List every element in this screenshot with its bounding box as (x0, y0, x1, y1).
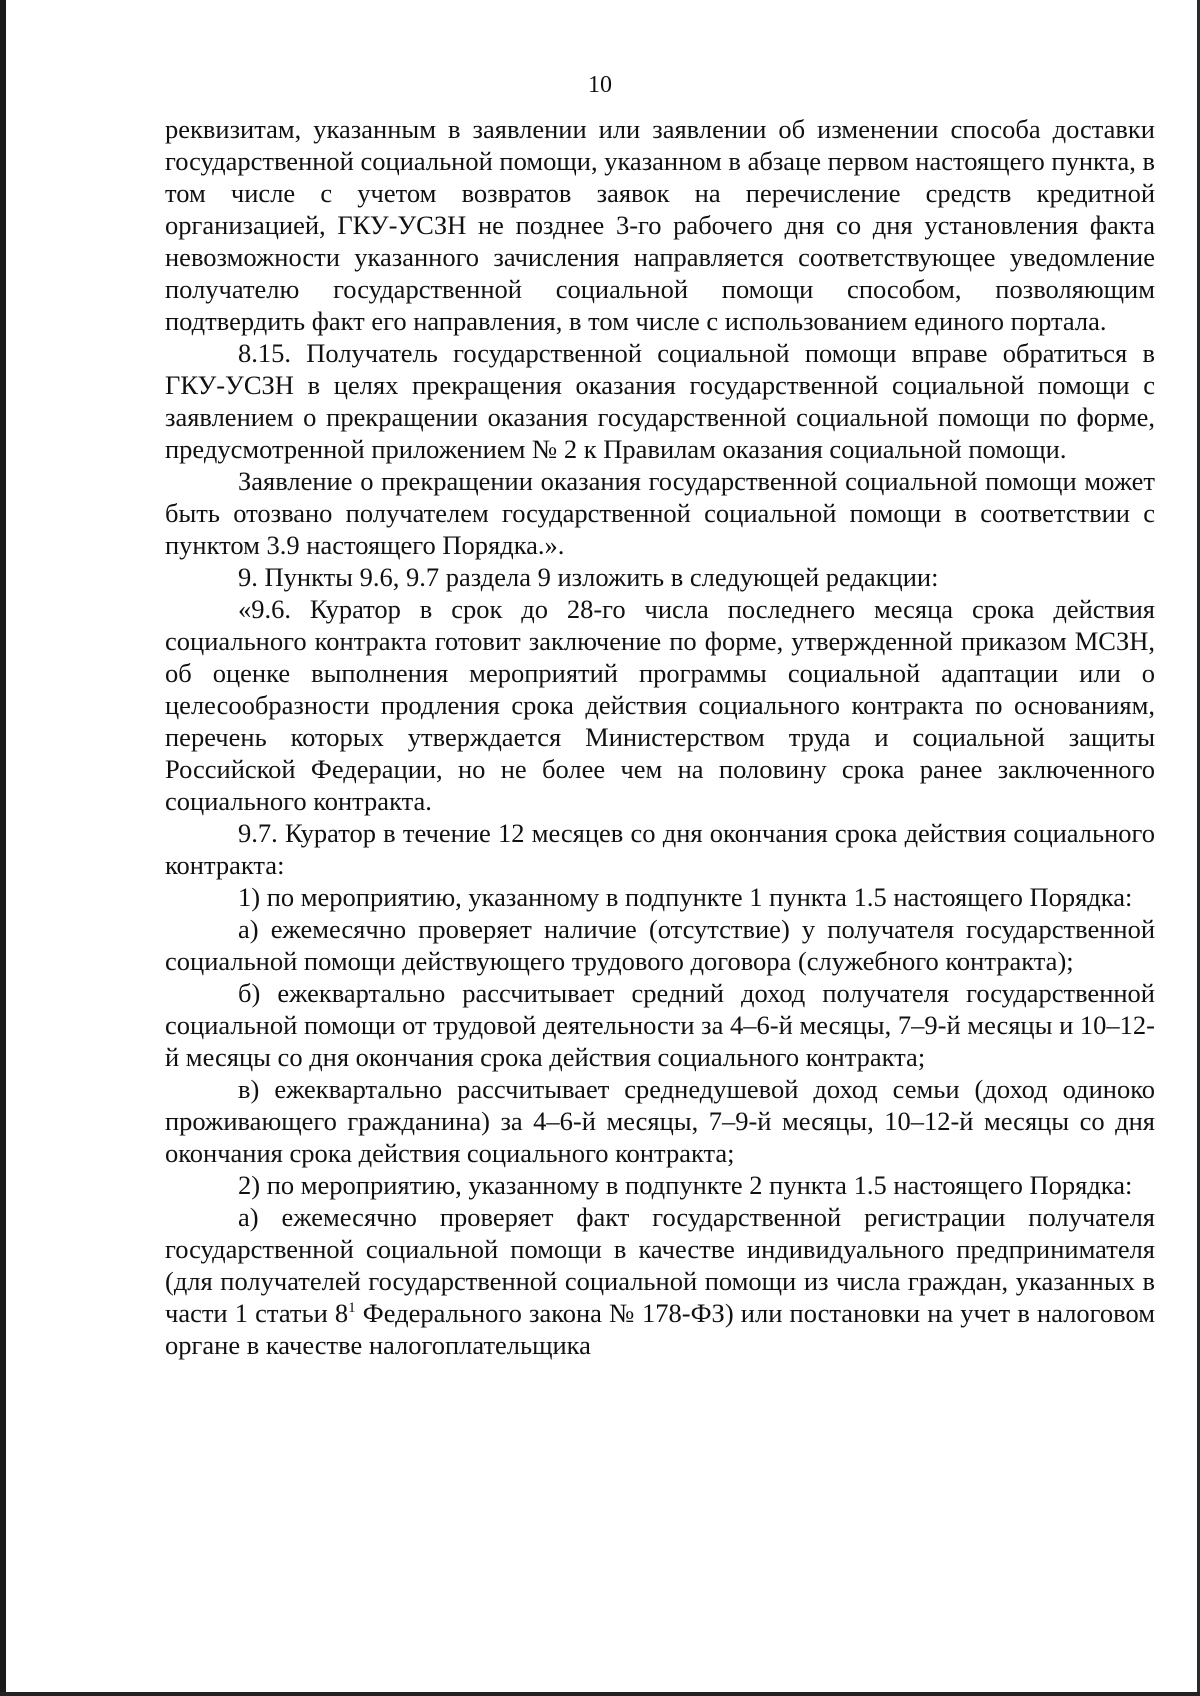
document-body (165, 113, 1155, 1361)
paragraph-9-7: 9.7. Куратор в течение 12 месяцев со дня окончания срока действия социального контракта: (165, 818, 1155, 880)
article-superscript: 1 (348, 1300, 356, 1317)
paragraph-subitem-2a-before: а) ежемесячно проверяет факт государственной регистрации получателя государственной социальной помощи в качестве индивидуального предпринимателя (для получателей государственной социальной помощи из числа граждан, указанных в части 1 статьи 8 (165, 1202, 1155, 1328)
page-number: 10 (588, 72, 612, 98)
paragraph-subitem-1b: б) ежеквартально рассчитывает средний доход получателя государственной социальной помощи от трудовой деятельности за 4–6-й месяцы, 7–9-й месяцы и 10–12-й месяцы со дня окончания срока действия социального контракта; (165, 978, 1155, 1072)
paragraph-item-9: 9. Пункты 9.6, 9.7 раздела 9 изложить в следующей редакции: (238, 562, 939, 592)
paragraph-subitem-2a-after: Федерального закона № 178-ФЗ) или постановки на учет в налоговом органе в качестве налогоплательщика (165, 1298, 1155, 1360)
paragraph-subitem-1v: в) ежеквартально рассчитывает среднедушевой доход семьи (доход одиноко проживающего гражданина) за 4–6-й месяцы, 7–9-й месяцы, 10–12-й месяцы со дня окончания срока действия социального контракта; (165, 1074, 1155, 1168)
scan-edge-left (0, 0, 6, 1696)
paragraph-withdrawal: Заявление о прекращении оказания государственной социальной помощи может быть отозвано получателем государственной социальной помощи в соответствии с пунктом 3.9 настоящего Порядка.». (165, 466, 1155, 560)
paragraph-subitem-2: 2) по мероприятию, указанному в подпункте 2 пункта 1.5 настоящего Порядка: (238, 1170, 1133, 1200)
paragraph-subitem-1a: а) ежемесячно проверяет наличие (отсутствие) у получателя государственной социальной помощи действующего трудового договора (служебного контракта); (165, 914, 1155, 976)
paragraph-9-6: «9.6. Куратор в срок до 28-го числа последнего месяца срока действия социального контракта готовит заключение по форме, утвержденной приказом МСЗН, об оценке выполнения мероприятий программы социальной адаптации или о целесообразности продления срока действия социального контракта по основаниям, перечень которых утверждается Министерством труда и социальной защиты Российской Федерации, но не более чем на половину срока ранее заключенного социального контракта. (165, 594, 1155, 816)
paragraph-subitem-2a (165, 1201, 1155, 1361)
paragraph-8-15: 8.15. Получатель государственной социальной помощи вправе обратиться в ГКУ-УСЗН в целях прекращения оказания государственной социальной помощи с заявлением о прекращении оказания государственной социальной помощи по форме, предусмотренной приложением № 2 к Правилам оказания социальной помощи. (165, 338, 1155, 464)
paragraph-subitem-1: 1) по мероприятию, указанному в подпункте 1 пункта 1.5 настоящего Порядка: (238, 882, 1133, 912)
paragraph-continuation: реквизитам, указанным в заявлении или заявлении об изменении способа доставки государственной социальной помощи, указанном в абзаце первом настоящего пункта, в том числе с учетом возвратов заявок на перечисление средств кредитной организацией, ГКУ-УСЗН не позднее 3-го рабочего дня со дня установления факта невозможности указанного зачисления направляется соответствующее уведомление получателю государственной социальной помощи способом, позволяющим подтвердить факт его направления, в том числе с использованием единого портала. (165, 114, 1155, 336)
scan-edge-bottom (0, 1692, 1200, 1696)
